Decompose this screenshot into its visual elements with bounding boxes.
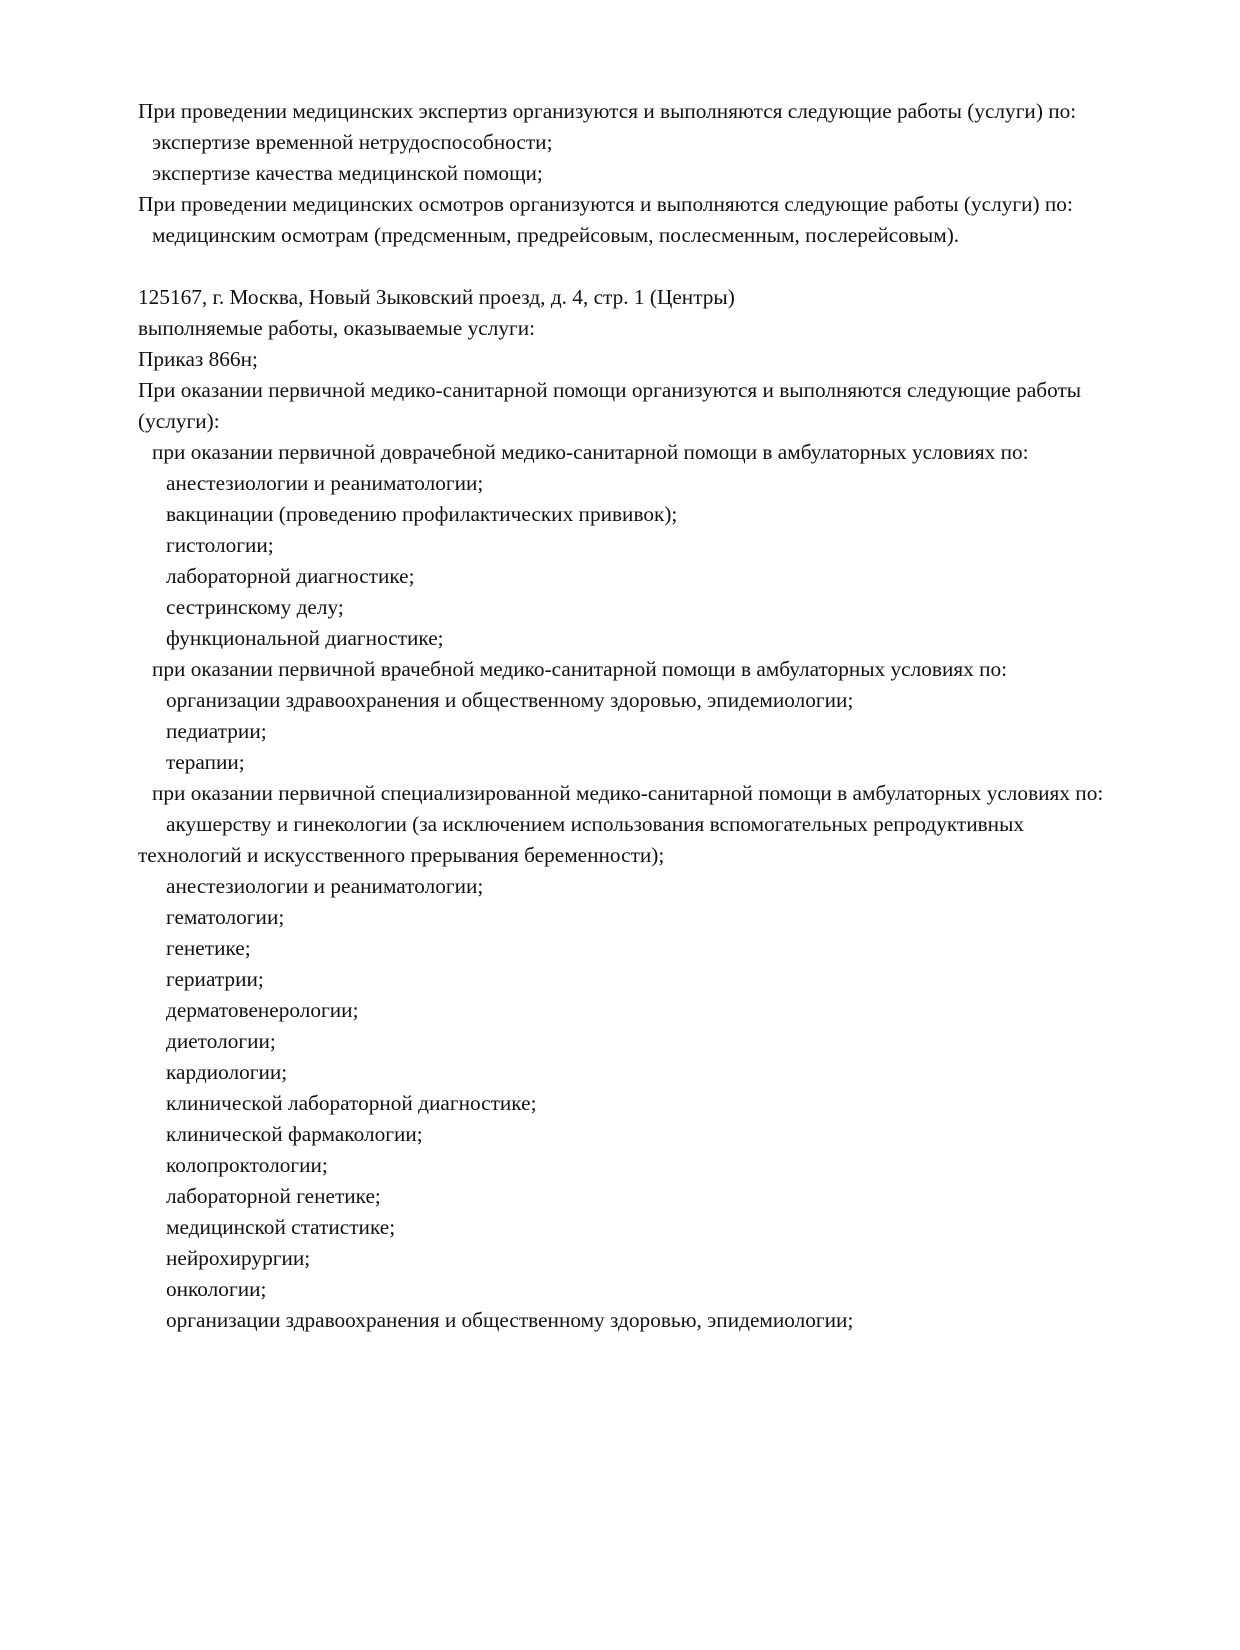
document-paragraph: сестринскому делу;: [166, 595, 344, 619]
document-paragraph: Приказ 866н;: [138, 347, 258, 371]
paragraph-spacer: [138, 251, 1105, 282]
document-paragraph: нейрохирургии;: [166, 1246, 311, 1270]
document-paragraph: генетике;: [166, 936, 251, 960]
document-paragraph: функциональной диагностике;: [166, 626, 444, 650]
document-paragraph: вакцинации (проведению профилактических прививок);: [166, 502, 678, 526]
document-paragraph: экспертизе качества медицинской помощи;: [152, 161, 543, 185]
document-paragraph: 125167, г. Москва, Новый Зыковский проезд, д. 4, стр. 1 (Центры): [138, 285, 735, 309]
document-paragraph: при оказании первичной врачебной медико-санитарной помощи в амбулаторных условиях по:: [152, 657, 1008, 681]
document-paragraph: онкологии;: [166, 1277, 267, 1301]
document-paragraph: при оказании первичной специализированной медико-санитарной помощи в амбулаторных условиях по:: [152, 781, 1104, 805]
document-paragraph: При проведении медицинских экспертиз организуются и выполняются следующие работы (услуги) по:: [138, 99, 1077, 123]
document-paragraph: гематологии;: [166, 905, 285, 929]
document-paragraph: выполняемые работы, оказываемые услуги:: [138, 316, 536, 340]
document-paragraph: анестезиологии и реаниматологии;: [166, 471, 484, 495]
document-paragraph: медицинской статистике;: [166, 1215, 396, 1239]
document-paragraph: педиатрии;: [166, 719, 267, 743]
document-paragraph: колопроктологии;: [166, 1153, 328, 1177]
document-paragraph: организации здравоохранения и общественному здоровью, эпидемиологии;: [166, 688, 854, 712]
document-paragraph: акушерству и гинекологии (за исключением использования вспомогательных репродуктивных технологий и искусственного прерывания беременности);: [138, 812, 1025, 867]
document-paragraph: гистологии;: [166, 533, 274, 557]
document-paragraph: кардиологии;: [166, 1060, 288, 1084]
document-paragraph: клинической фармакологии;: [166, 1122, 423, 1146]
document-paragraph: анестезиологии и реаниматологии;: [166, 874, 484, 898]
document-paragraph: терапии;: [166, 750, 245, 774]
document-paragraph: клинической лабораторной диагностике;: [166, 1091, 537, 1115]
document-paragraph: дерматовенерологии;: [166, 998, 359, 1022]
document-paragraph: медицинским осмотрам (предсменным, предрейсовым, послесменным, послерейсовым).: [152, 223, 960, 247]
document-paragraph: При проведении медицинских осмотров организуются и выполняются следующие работы (услуги) по:: [138, 192, 1073, 216]
document-paragraph: При оказании первичной медико-санитарной помощи организуются и выполняются следующие работы (услуги):: [138, 378, 1082, 433]
document-paragraph: экспертизе временной нетрудоспособности;: [152, 130, 553, 154]
document-paragraph: при оказании первичной доврачебной медико-санитарной помощи в амбулаторных условиях по:: [152, 440, 1029, 464]
document-paragraph: организации здравоохранения и общественному здоровью, эпидемиологии;: [166, 1308, 854, 1332]
document-text-body: [138, 96, 1105, 1336]
document-paragraph: лабораторной диагностике;: [166, 564, 415, 588]
document-paragraph: лабораторной генетике;: [166, 1184, 381, 1208]
document-paragraph: диетологии;: [166, 1029, 276, 1053]
document-paragraph: гериатрии;: [166, 967, 264, 991]
